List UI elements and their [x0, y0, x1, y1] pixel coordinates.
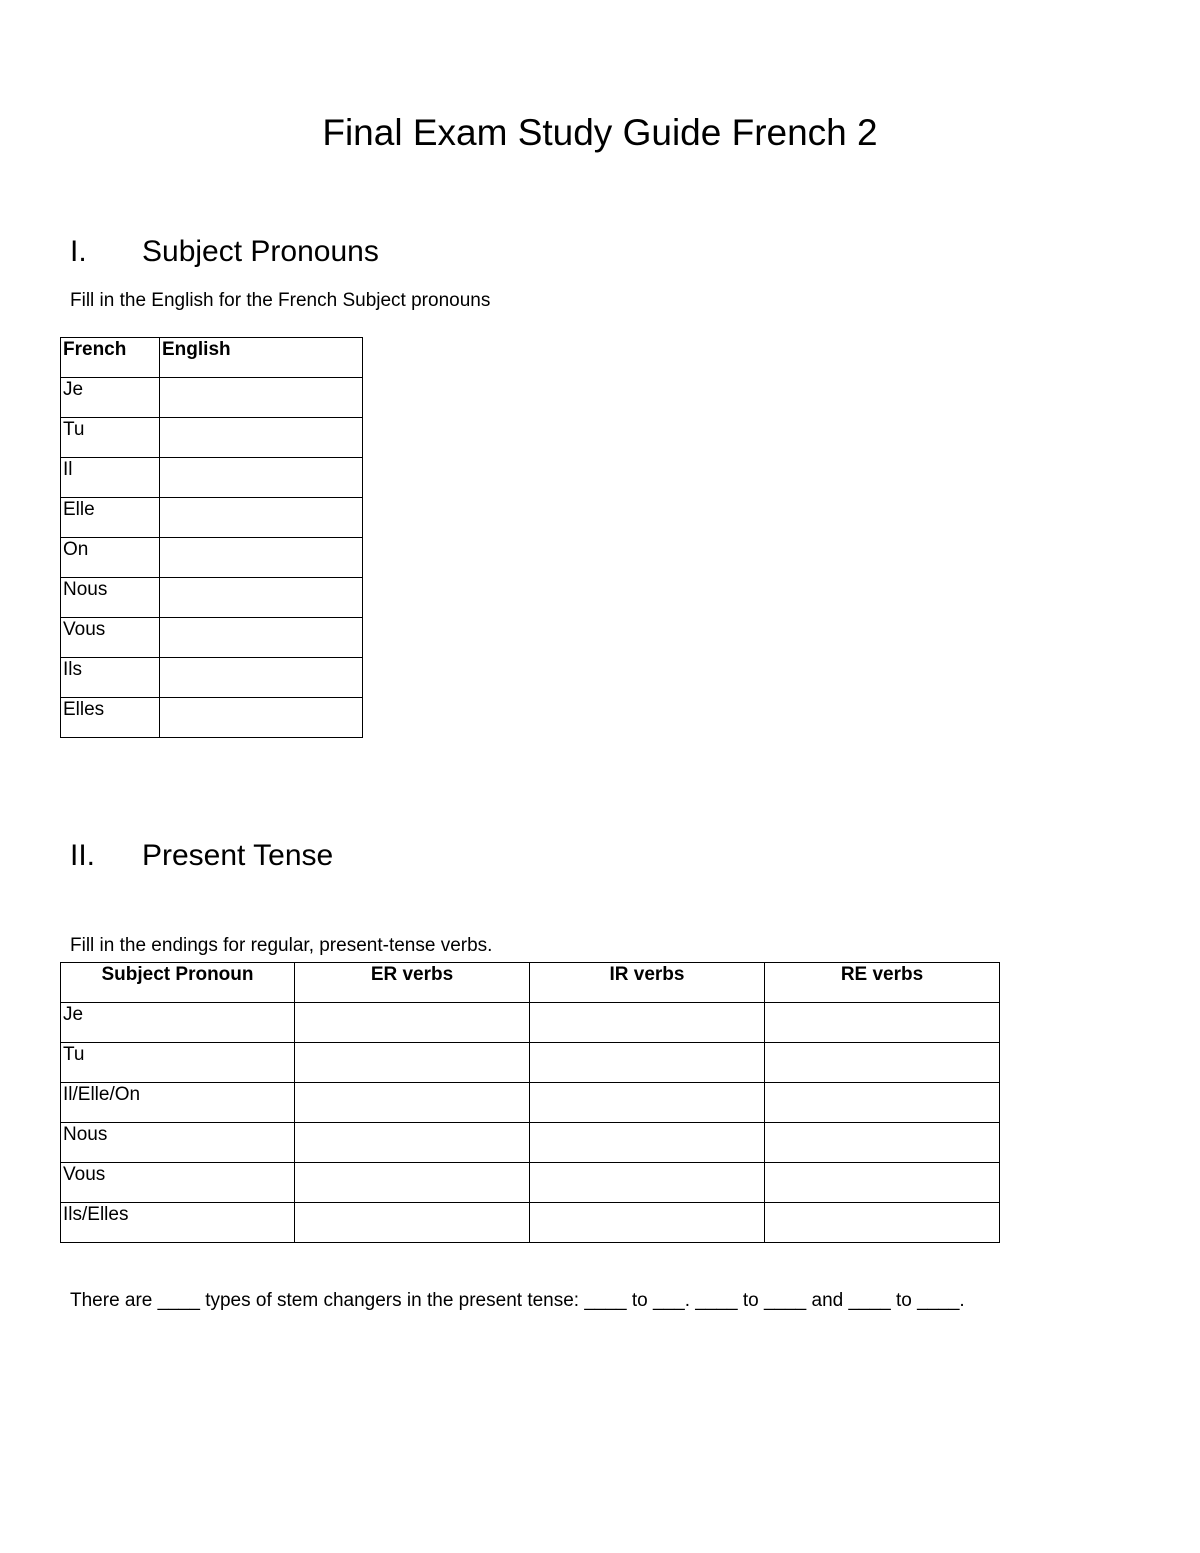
- pronoun-cell: Vous: [61, 618, 160, 658]
- section-1-number: I.: [70, 235, 87, 268]
- ir-ending-cell[interactable]: [530, 1203, 765, 1243]
- section-2-instruction: Fill in the endings for regular, present-tense verbs.: [70, 935, 493, 956]
- re-ending-cell[interactable]: [765, 1163, 1000, 1203]
- section-1-heading: [70, 234, 379, 270]
- answer-cell[interactable]: [160, 698, 363, 738]
- table-row: [61, 498, 363, 538]
- re-ending-cell[interactable]: [765, 1123, 1000, 1163]
- answer-cell[interactable]: [160, 498, 363, 538]
- ir-ending-cell[interactable]: [530, 1163, 765, 1203]
- table-header-row: [61, 963, 1000, 1003]
- answer-cell[interactable]: [160, 538, 363, 578]
- table-header-row: [61, 338, 363, 378]
- er-ending-cell[interactable]: [295, 1083, 530, 1123]
- column-header-re-verbs: RE verbs: [765, 963, 1000, 1003]
- pronoun-cell: Ils/Elles: [61, 1203, 295, 1243]
- stem-changers-sentence: There are ____ types of stem changers in the present tense: ____ to ___. ____ to ____ and ____ to ____.: [70, 1290, 965, 1311]
- pronoun-cell: Vous: [61, 1163, 295, 1203]
- section-1-title: Subject Pronouns: [142, 235, 379, 268]
- table-row: [61, 538, 363, 578]
- table-row: [61, 1003, 1000, 1043]
- pronoun-cell: Il: [61, 458, 160, 498]
- re-ending-cell[interactable]: [765, 1083, 1000, 1123]
- pronoun-cell: Tu: [61, 418, 160, 458]
- pronoun-cell: Elles: [61, 698, 160, 738]
- table-row: [61, 458, 363, 498]
- column-header-ir-verbs: IR verbs: [530, 963, 765, 1003]
- page-title: Final Exam Study Guide French 2: [322, 112, 878, 153]
- section-2-heading: [70, 838, 333, 874]
- table-row: [61, 1083, 1000, 1123]
- ir-ending-cell[interactable]: [530, 1003, 765, 1043]
- answer-cell[interactable]: [160, 458, 363, 498]
- section-2-title: Present Tense: [142, 839, 334, 872]
- column-header-subject-pronoun: Subject Pronoun: [61, 963, 295, 1003]
- section-1-instruction: Fill in the English for the French Subject pronouns: [70, 290, 491, 311]
- re-ending-cell[interactable]: [765, 1203, 1000, 1243]
- table-row: [61, 1163, 1000, 1203]
- subject-pronouns-table: [60, 337, 363, 738]
- table-row: [61, 1043, 1000, 1083]
- pronoun-cell: Il/Elle/On: [61, 1083, 295, 1123]
- ir-ending-cell[interactable]: [530, 1123, 765, 1163]
- table-row: [61, 1203, 1000, 1243]
- er-ending-cell[interactable]: [295, 1043, 530, 1083]
- answer-cell[interactable]: [160, 378, 363, 418]
- table-row: [61, 1123, 1000, 1163]
- pronoun-cell: Ils: [61, 658, 160, 698]
- pronoun-cell: Elle: [61, 498, 160, 538]
- re-ending-cell[interactable]: [765, 1043, 1000, 1083]
- table-row: [61, 418, 363, 458]
- pronoun-cell: Tu: [61, 1043, 295, 1083]
- pronoun-cell: Je: [61, 1003, 295, 1043]
- answer-cell[interactable]: [160, 658, 363, 698]
- table-row: [61, 658, 363, 698]
- er-ending-cell[interactable]: [295, 1003, 530, 1043]
- table-row: [61, 578, 363, 618]
- re-ending-cell[interactable]: [765, 1003, 1000, 1043]
- column-header-english: English: [160, 338, 363, 378]
- pronoun-cell: Nous: [61, 1123, 295, 1163]
- er-ending-cell[interactable]: [295, 1203, 530, 1243]
- table-row: [61, 618, 363, 658]
- ir-ending-cell[interactable]: [530, 1083, 765, 1123]
- answer-cell[interactable]: [160, 618, 363, 658]
- table-row: [61, 378, 363, 418]
- answer-cell[interactable]: [160, 418, 363, 458]
- pronoun-cell: Je: [61, 378, 160, 418]
- section-2-number: II.: [70, 839, 96, 872]
- column-header-french: French: [61, 338, 160, 378]
- er-ending-cell[interactable]: [295, 1163, 530, 1203]
- pronoun-cell: Nous: [61, 578, 160, 618]
- column-header-er-verbs: ER verbs: [295, 963, 530, 1003]
- ir-ending-cell[interactable]: [530, 1043, 765, 1083]
- er-ending-cell[interactable]: [295, 1123, 530, 1163]
- table-row: [61, 698, 363, 738]
- present-tense-table: [60, 962, 1000, 1243]
- answer-cell[interactable]: [160, 578, 363, 618]
- pronoun-cell: On: [61, 538, 160, 578]
